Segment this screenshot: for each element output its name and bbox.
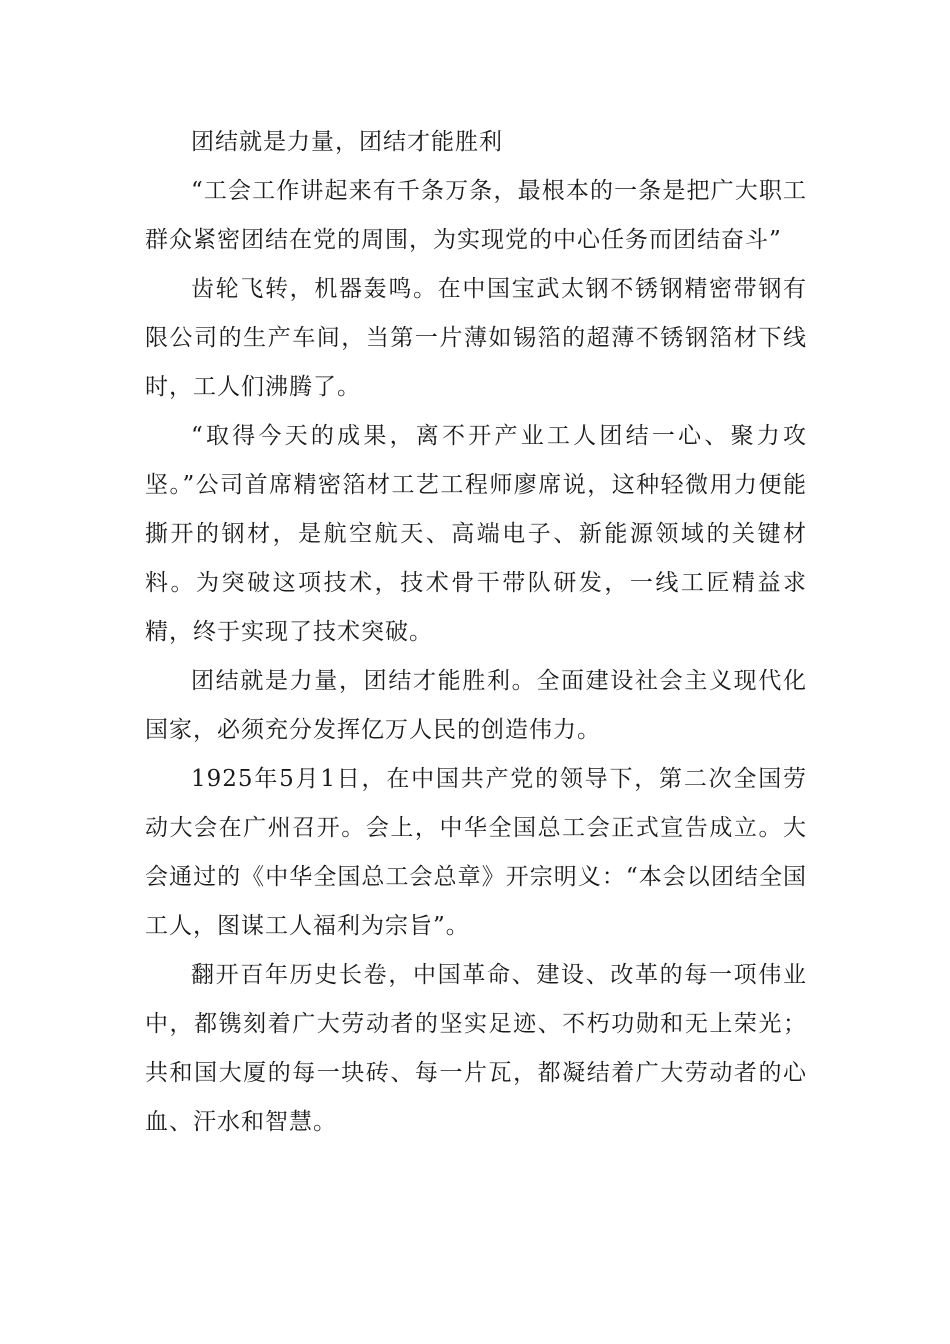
- body-paragraph: “取得今天的成果，离不开产业工人团结一心、聚力攻坚。”公司首席精密箔材工艺工程师廖席说，这种轻微用力便能撕开的钢材，是航空航天、高端电子、新能源领域的关键材料。为突破这项技术，技术骨干带队研发，一线工匠精益求精，终于实现了技术突破。: [145, 423, 807, 645]
- body-paragraph: 翻开百年历史长卷，中国革命、建设、改革的每一项伟业中，都镌刻着广大劳动者的坚实足迹、不朽功勋和无上荣光；共和国大厦的每一块砖、每一片瓦，都凝结着广大劳动者的心血、汗水和智慧。: [145, 962, 807, 1135]
- body-paragraph: 1925年5月1日，在中国共产党的领导下，第二次全国劳动大会在广州召开。会上，中华全国总工会正式宣告成立。大会通过的《中华全国总工会总章》开宗明义：“本会以团结全国工人，图谋工人福利为宗旨”。: [145, 766, 807, 939]
- body-paragraph: 团结就是力量，团结才能胜利。全面建设社会主义现代化国家，必须充分发挥亿万人民的创造伟力。: [145, 668, 807, 743]
- document-page: [145, 118, 807, 1147]
- quote-paragraph: “工会工作讲起来有千条万条，最根本的一条是把广大职工群众紧密团结在党的周围，为实现党的中心任务而团结奋斗”: [145, 178, 807, 253]
- body-paragraph: 齿轮飞转，机器轰鸣。在中国宝武太钢不锈钢精密带钢有限公司的生产车间，当第一片薄如锡箔的超薄不锈钢箔材下线时，工人们沸腾了。: [145, 276, 807, 400]
- heading-paragraph: 团结就是力量，团结才能胜利: [191, 129, 503, 155]
